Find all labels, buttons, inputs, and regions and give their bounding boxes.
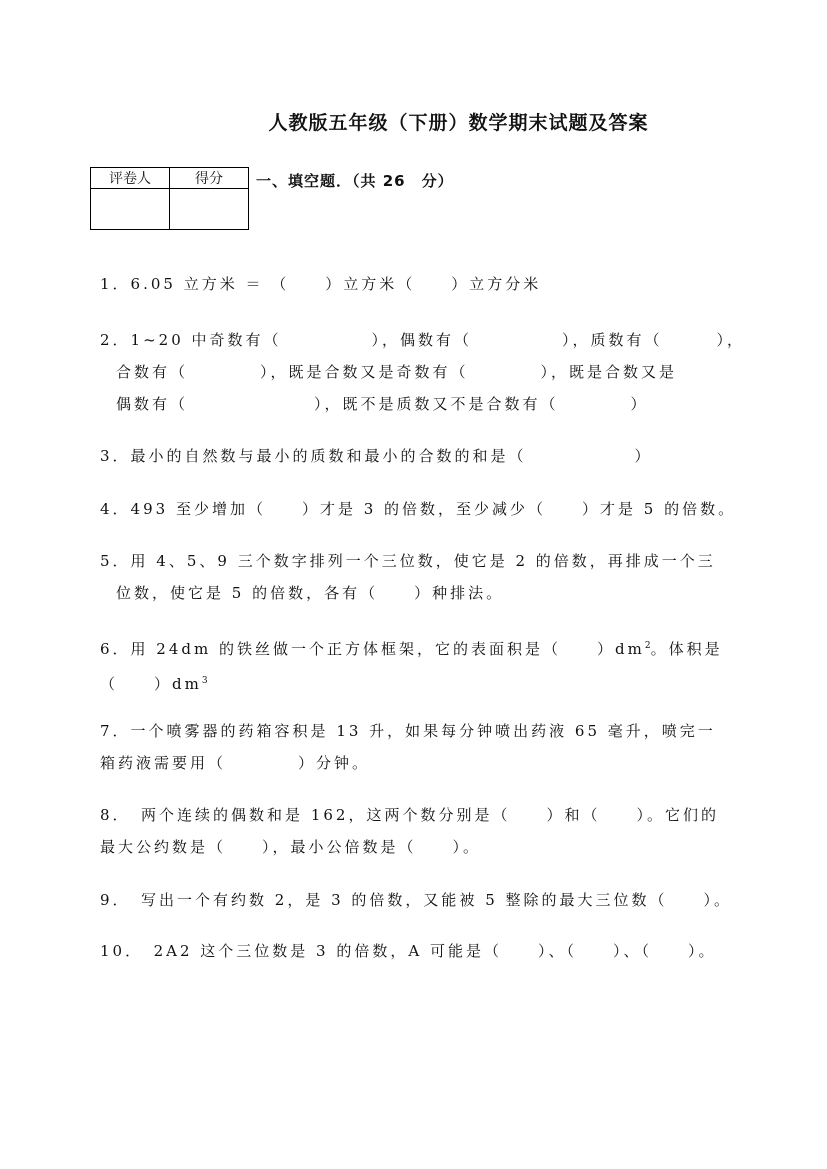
question-2 bbox=[100, 324, 746, 420]
section-heading: 一、填空题．（共 26 分） bbox=[256, 172, 454, 190]
question-text: （ ）dm bbox=[100, 675, 202, 693]
question-1 bbox=[100, 268, 730, 300]
question-8 bbox=[100, 799, 730, 863]
question-line: 8． 两个连续的偶数和是 162，这两个数分别是（ ）和（ ）。它们的 bbox=[100, 806, 719, 824]
question-line: 最大公约数是（ ），最小公倍数是（ ）。 bbox=[100, 838, 482, 856]
question-line: 合数有（ ），既是合数又是奇数有（ ），既是合数又是 bbox=[116, 363, 678, 381]
question-line: 4．493 至少增加（ ）才是 3 的倍数，至少减少（ ）才是 5 的倍数。 bbox=[100, 500, 737, 518]
question-5 bbox=[100, 545, 730, 609]
question-3 bbox=[100, 440, 730, 472]
question-line: 9． 写出一个有约数 2，是 3 的倍数，又能被 5 整除的最大三位数（ ）。 bbox=[100, 891, 733, 909]
superscript: 3 bbox=[201, 676, 208, 686]
question-line: 1．6.05 立方米 ＝ （ ）立方米（ ）立方分米 bbox=[100, 275, 542, 293]
question-line: 2．1~20 中奇数有（ ），偶数有（ ），质数有（ ）， bbox=[100, 331, 746, 349]
question-line: 偶数有（ ），既不是质数又不是合数有（ ） bbox=[116, 395, 649, 413]
question-6 bbox=[100, 630, 730, 700]
score-header: 得分 bbox=[170, 168, 249, 189]
question-9 bbox=[100, 884, 733, 916]
question-line: 5．用 4、5、9 三个数字排列一个三位数，使它是 2 的倍数，再排成一个三 bbox=[100, 552, 716, 570]
question-line: 10． 2A2 这个三位数是 3 的倍数，A 可能是（ ）、（ ）、（ ）。 bbox=[100, 942, 717, 960]
score-cell bbox=[170, 189, 249, 230]
question-line: 位数，使它是 5 的倍数，各有（ ）种排法。 bbox=[116, 584, 505, 602]
grader-header: 评卷人 bbox=[91, 168, 170, 189]
grader-cell bbox=[91, 189, 170, 230]
question-text: 。体积是 bbox=[650, 640, 723, 658]
question-4 bbox=[100, 493, 737, 525]
superscript: 2 bbox=[644, 641, 651, 651]
question-line bbox=[100, 630, 730, 665]
question-line: 箱药液需要用（ ）分钟。 bbox=[100, 754, 371, 772]
score-table bbox=[90, 167, 249, 230]
question-line: 7．一个喷雾器的药箱容积是 13 升，如果每分钟喷出药液 65 毫升，喷完一 bbox=[100, 722, 716, 740]
page-title: 人教版五年级（下册）数学期末试题及答案 bbox=[268, 112, 649, 134]
question-10 bbox=[100, 935, 730, 967]
question-text: 6．用 24dm 的铁丝做一个正方体框架，它的表面积是（ ）dm bbox=[100, 640, 645, 658]
question-line bbox=[100, 665, 730, 700]
question-line: 3．最小的自然数与最小的质数和最小的合数的和是（ ） bbox=[100, 447, 653, 465]
question-7 bbox=[100, 715, 730, 779]
